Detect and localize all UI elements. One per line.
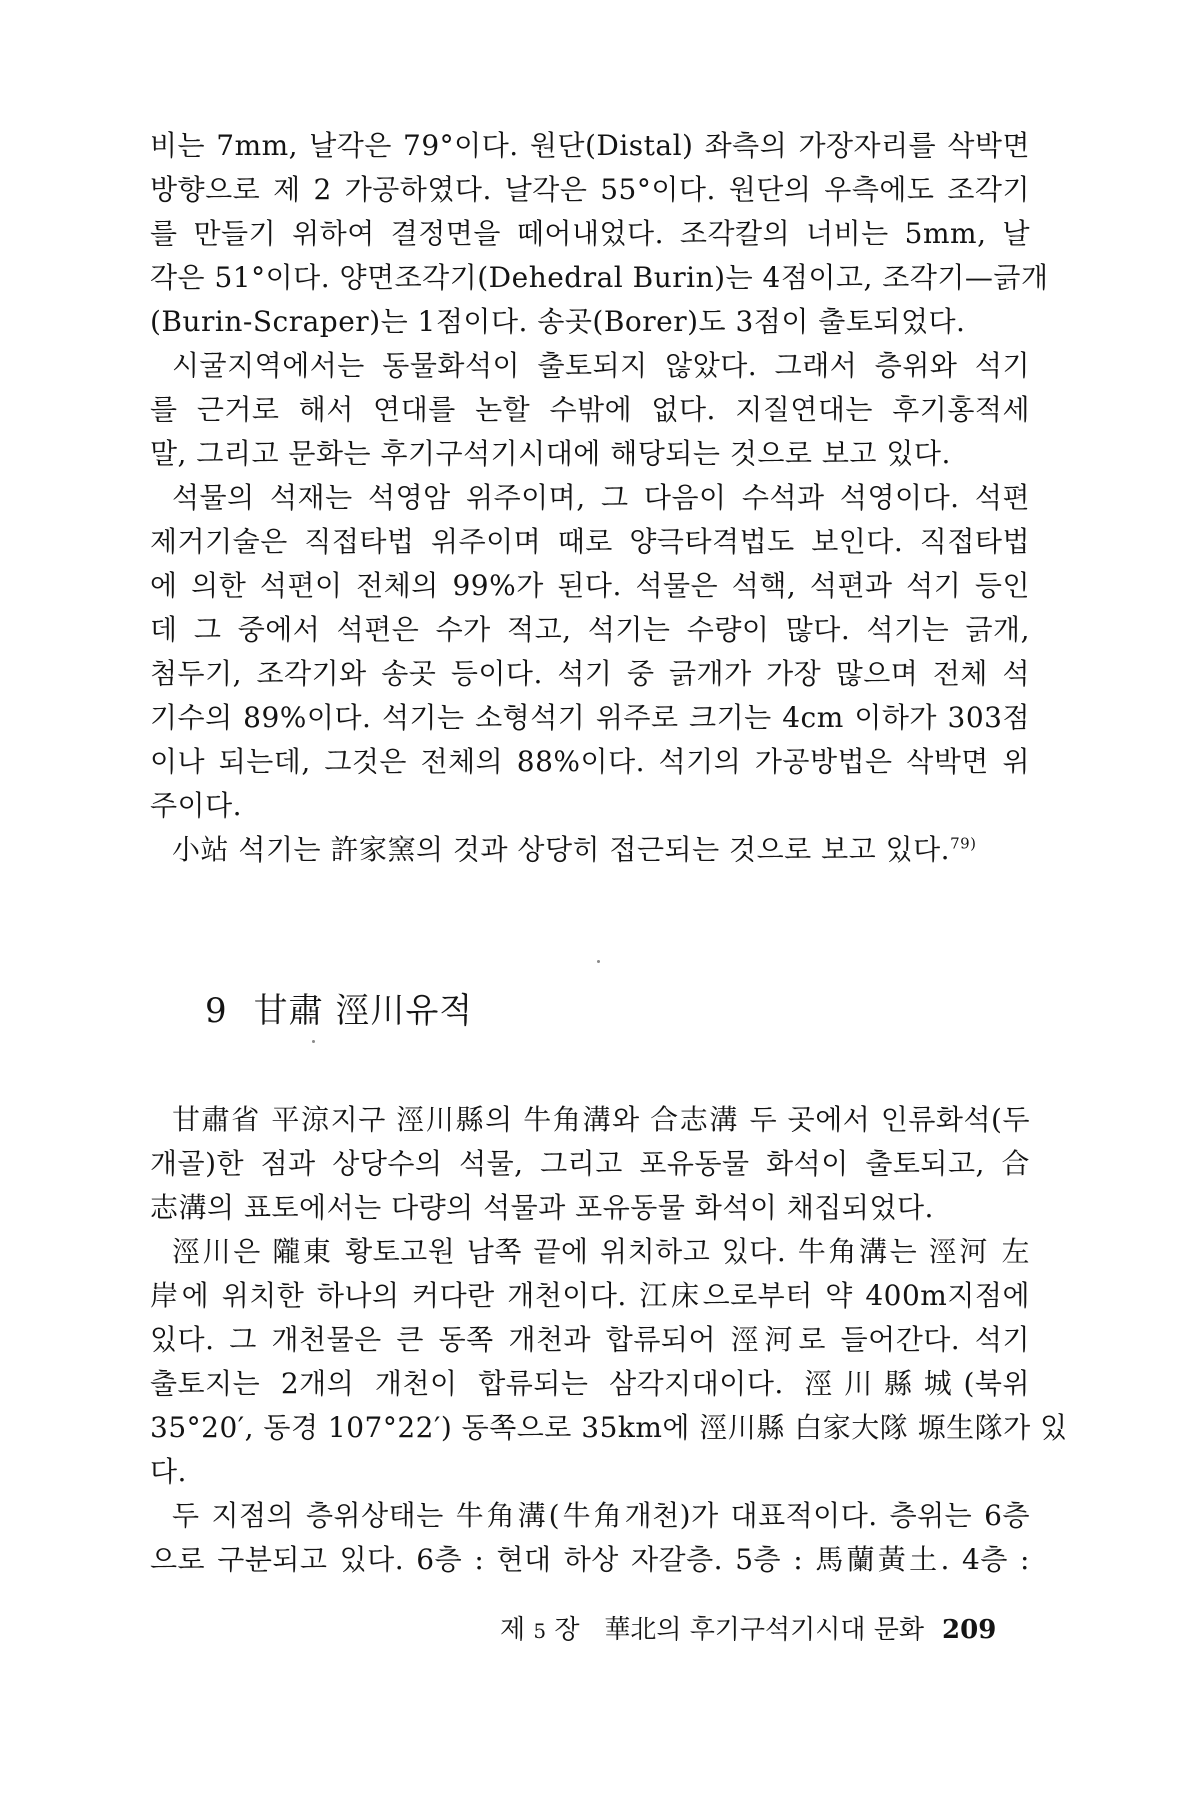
body-line: 으로 구분되고 있다. 6층 : 현대 하상 자갈층. 5층 : 馬蘭黃土. 4층 : xyxy=(150,1543,1030,1576)
body-line: 비는 7mm, 날각은 79°이다. 원단(Distal) 좌측의 가장자리를 삭박면 xyxy=(150,129,1030,162)
body-line: 석물의 석재는 석영암 위주이며, 그 다음이 수석과 석영이다. 석편 xyxy=(172,481,1030,514)
running-footer xyxy=(500,1610,996,1651)
body-line: 涇川은 隴東 황토고원 남쪽 끝에 위치하고 있다. 牛角溝는 涇河 左 xyxy=(172,1235,1030,1268)
section-heading xyxy=(205,986,473,1036)
body-line: (Burin-Scraper)는 1점이다. 송곳(Borer)도 3점이 출토되었다. xyxy=(150,305,966,338)
footnote-reference[interactable]: 79) xyxy=(950,834,977,853)
body-line: 두 지점의 층위상태는 牛角溝(牛角개천)가 대표적이다. 층위는 6층 xyxy=(172,1499,1030,1532)
body-line: 말, 그리고 문화는 후기구석기시대에 해당되는 것으로 보고 있다. xyxy=(150,437,951,470)
print-speck xyxy=(312,1040,315,1043)
chapter-suffix: 장 xyxy=(554,1615,580,1645)
body-line: 甘肅省 平涼지구 涇川縣의 牛角溝와 合志溝 두 곳에서 인류화석(두 xyxy=(172,1103,1030,1136)
body-line: 주이다. xyxy=(150,789,243,822)
body-line: 데 그 중에서 석편은 수가 적고, 석기는 수량이 많다. 석기는 긁개, xyxy=(150,613,1030,646)
body-line: 제거기술은 직접타법 위주이며 때로 양극타격법도 보인다. 직접타법 xyxy=(150,525,1030,558)
chapter-title: 華北의 후기구석기시대 문화 xyxy=(604,1615,925,1645)
body-line: 岸에 위치한 하나의 커다란 개천이다. 江床으로부터 약 400m지점에 xyxy=(150,1279,1030,1312)
body-line: 에 의한 석편이 전체의 99%가 된다. 석물은 석핵, 석편과 석기 등인 xyxy=(150,569,1030,602)
body-line: 를 만들기 위하여 결정면을 떼어내었다. 조각칼의 너비는 5mm, 날 xyxy=(150,217,1030,250)
page-number: 209 xyxy=(942,1615,997,1645)
section-title: 甘肅 涇川유적 xyxy=(253,991,474,1031)
body-line: 다. xyxy=(150,1455,187,1488)
body-line: 개골)한 점과 상당수의 석물, 그리고 포유동물 화석이 출토되고, 合 xyxy=(150,1147,1030,1180)
body-line-text: 小站 석기는 許家窯의 것과 상당히 접근되는 것으로 보고 있다. xyxy=(172,833,951,866)
body-line: 있다. 그 개천물은 큰 동쪽 개천과 합류되어 涇河로 들어간다. 석기 xyxy=(150,1323,1030,1356)
body-line: 첨두기, 조각기와 송곳 등이다. 석기 중 긁개가 가장 많으며 전체 석 xyxy=(150,657,1030,690)
print-speck xyxy=(597,960,600,963)
body-line: 각은 51°이다. 양면조각기(Dehedral Burin)는 4점이고, 조각기—긁개 xyxy=(150,261,1049,294)
body-line: 이나 되는데, 그것은 전체의 88%이다. 석기의 가공방법은 삭박면 위 xyxy=(150,745,1030,778)
body-line: 를 근거로 해서 연대를 논할 수밖에 없다. 지질연대는 후기홍적세 xyxy=(150,393,1030,426)
chapter-prefix: 제 xyxy=(500,1615,526,1645)
body-line-with-footnote xyxy=(172,828,1030,872)
body-line: 방향으로 제 2 가공하였다. 날각은 55°이다. 원단의 우측에도 조각기 xyxy=(150,173,1030,206)
chapter-number: 5 xyxy=(533,1619,547,1643)
body-line: 기수의 89%이다. 석기는 소형석기 위주로 크기는 4cm 이하가 303점 xyxy=(150,701,1030,734)
body-line: 志溝의 표토에서는 다량의 석물과 포유동물 화석이 채집되었다. xyxy=(150,1191,934,1224)
body-line: 35°20′, 동경 107°22′) 동쪽으로 35km에 涇川縣 白家大隊 塬生隊가 있 xyxy=(150,1411,1068,1444)
body-line: 출토지는 2개의 개천이 합류되는 삼각지대이다. 涇川縣城(북위 xyxy=(150,1367,1030,1400)
section-number: 9 xyxy=(205,991,228,1031)
body-line: 시굴지역에서는 동물화석이 출토되지 않았다. 그래서 층위와 석기 xyxy=(172,349,1030,382)
